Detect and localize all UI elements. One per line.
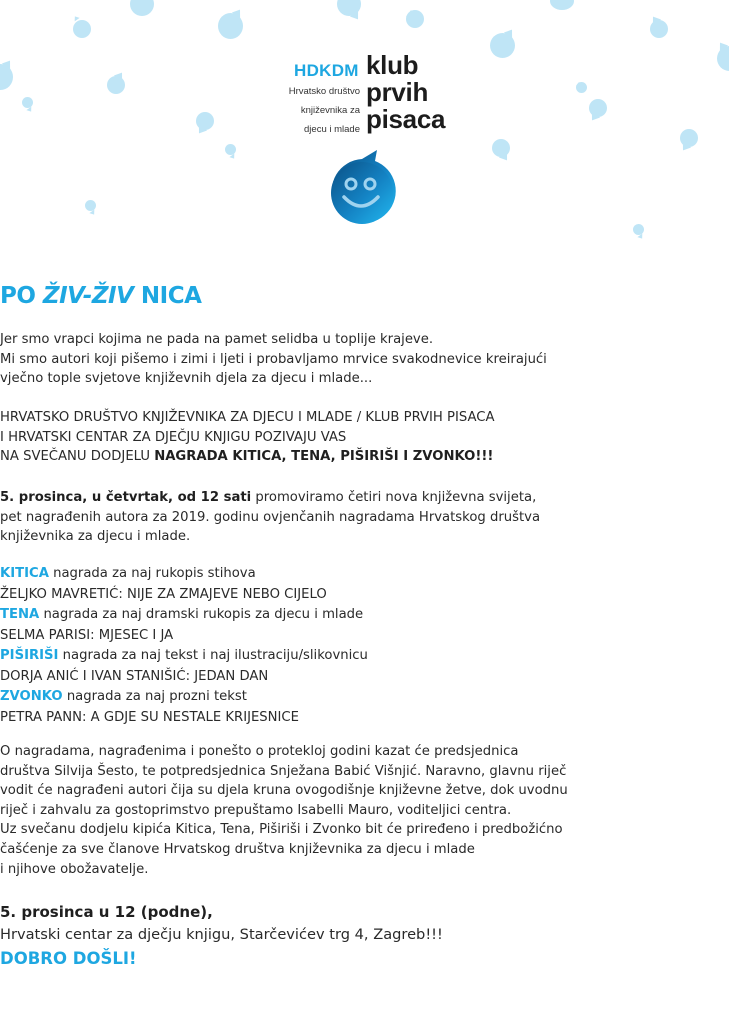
event-paragraph: [0, 488, 729, 547]
details-line: čašćenje za sve članove Hrvatskog društva književnika za djecu i mlade: [0, 841, 475, 857]
bubble-icon: [589, 99, 607, 117]
bubble-icon: [0, 64, 13, 90]
logo-subtitle-line: djecu i mlade: [304, 124, 360, 135]
bubble-icon: [492, 139, 510, 157]
bubble-icon: [107, 76, 125, 94]
invitation-text: NA SVEČANU DODJELU: [0, 449, 155, 465]
bubble-icon: [73, 20, 91, 38]
award-line: [0, 646, 729, 667]
welcome-message: DOBRO DOŠLI!: [0, 949, 137, 968]
award-name: PIŠIRIŠI: [0, 648, 59, 663]
bubble-icon: [490, 33, 515, 58]
intro-line: vječno tople svjetove književnih djela za djecu i mlade...: [0, 371, 373, 387]
award-name: KITICA: [0, 566, 49, 581]
bubble-icon: [22, 97, 33, 108]
details-line: i njihove obožavatelje.: [0, 861, 149, 877]
award-winner: ŽELJKO MAVRETIĆ: NIJE ZA ZMAJEVE NEBO CIJELO: [0, 586, 327, 602]
intro-line: Jer smo vrapci kojima ne pada na pamet selidba u toplije krajeve.: [0, 332, 434, 347]
invitation-paragraph: [0, 408, 729, 467]
title-part: NICA: [133, 283, 202, 309]
details-paragraph: [0, 742, 729, 879]
bubble-icon: [550, 0, 574, 10]
bubble-icon: [680, 129, 698, 147]
bubble-icon: [130, 0, 154, 16]
invitation-line: [0, 447, 729, 467]
bubble-icon: [633, 224, 644, 235]
hdkdm-logo: [290, 52, 460, 142]
details-line: društva Silvija Šesto, te potpredsjednica Snježana Babić Višnjić. Naravno, glavnu riječ: [0, 763, 567, 779]
logo-abbreviation: HDKDM: [294, 61, 359, 80]
logo-club-word: klub: [366, 50, 419, 80]
award-winner: PETRA PANN: A GDJE SU NESTALE KRIJESNICE: [0, 709, 299, 725]
event-line: [0, 488, 729, 508]
bubble-icon: [717, 46, 729, 71]
award-description: nagrada za naj prozni tekst: [62, 689, 247, 704]
logo-club-word: pisaca: [366, 104, 446, 134]
bubble-icon: [196, 112, 214, 130]
invitation-line: I HRVATSKI CENTAR ZA DJEČJU KNJIGU POZIVAJU VAS: [0, 429, 347, 445]
details-line: riječ i zahvalu za gostoprimstvo prepuštamo Isabelli Mauro, voditeljici centra.: [0, 802, 512, 818]
award-winner: SELMA PARISI: MJESEC I JA: [0, 627, 174, 643]
award-name: TENA: [0, 607, 40, 622]
page-title: [0, 283, 729, 309]
award-winner: DORJA ANIĆ I IVAN STANIŠIĆ: JEDAN DAN: [0, 668, 269, 684]
bubble-icon: [218, 13, 243, 39]
event-date-time: 5. prosinca, u četvrtak, od 12 sati: [0, 490, 252, 505]
smiling-droplet-icon: [327, 147, 397, 227]
bubble-icon: [650, 20, 668, 38]
award-line: [0, 605, 729, 626]
event-line: književnika za djecu i mlade.: [0, 529, 191, 545]
title-part-italic: ŽIV-ŽIV: [42, 283, 134, 309]
title-part: PO: [0, 283, 43, 309]
logo-subtitle-line: Hrvatsko društvo: [288, 86, 360, 97]
logo-subtitle-line: književnika za: [300, 105, 360, 116]
details-line: Uz svečanu dodjelu kipića Kitica, Tena, Piširiši i Zvonko bit će priređeno i predbožićno: [0, 822, 563, 838]
event-line: pet nagrađenih autora za 2019. godinu ovjenčanih nagradama Hrvatskog društva: [0, 509, 541, 525]
closing-section: [0, 900, 729, 972]
closing-address: Hrvatski centar za dječju knjigu, Starčevićev trg 4, Zagreb!!!: [0, 926, 443, 943]
awards-list: [0, 564, 729, 728]
bubble-icon: [225, 144, 236, 155]
closing-date: 5. prosinca u 12 (podne),: [0, 903, 213, 921]
award-name: ZVONKO: [0, 689, 63, 704]
award-line: [0, 687, 729, 708]
details-line: O nagradama, nagrađenima i ponešto o protekloj godini kazat će predsjednica: [0, 744, 519, 759]
award-description: nagrada za naj rukopis stihova: [48, 566, 256, 581]
bubble-icon: [406, 10, 424, 28]
invitation-line: HRVATSKO DRUŠTVO KNJIŽEVNIKA ZA DJECU I MLADE / KLUB PRVIH PISACA: [0, 410, 495, 425]
intro-line: Mi smo autori koji pišemo i zimi i ljeti i probavljamo mrvice svakodnevice kreirajući: [0, 351, 547, 367]
bubble-icon: [576, 82, 587, 93]
details-line: vodit će nagrađeni autori čija su djela kruna ovogodišnje književne žetve, dok uvodnu: [0, 783, 568, 799]
bubble-icon: [85, 200, 96, 211]
award-description: nagrada za naj tekst i naj ilustraciju/slikovnicu: [58, 648, 368, 663]
awards-highlight: NAGRADA KITICA, TENA, PIŠIRIŠI I ZVONKO!!!: [154, 449, 494, 465]
intro-paragraph: [0, 330, 729, 389]
award-line: [0, 564, 729, 585]
bubble-icon: [337, 0, 361, 16]
award-description: nagrada za naj dramski rukopis za djecu i mlade: [39, 607, 364, 622]
logo-club-word: prvih: [366, 77, 429, 107]
event-text: promoviramo četiri nova književna svijeta,: [251, 490, 537, 505]
